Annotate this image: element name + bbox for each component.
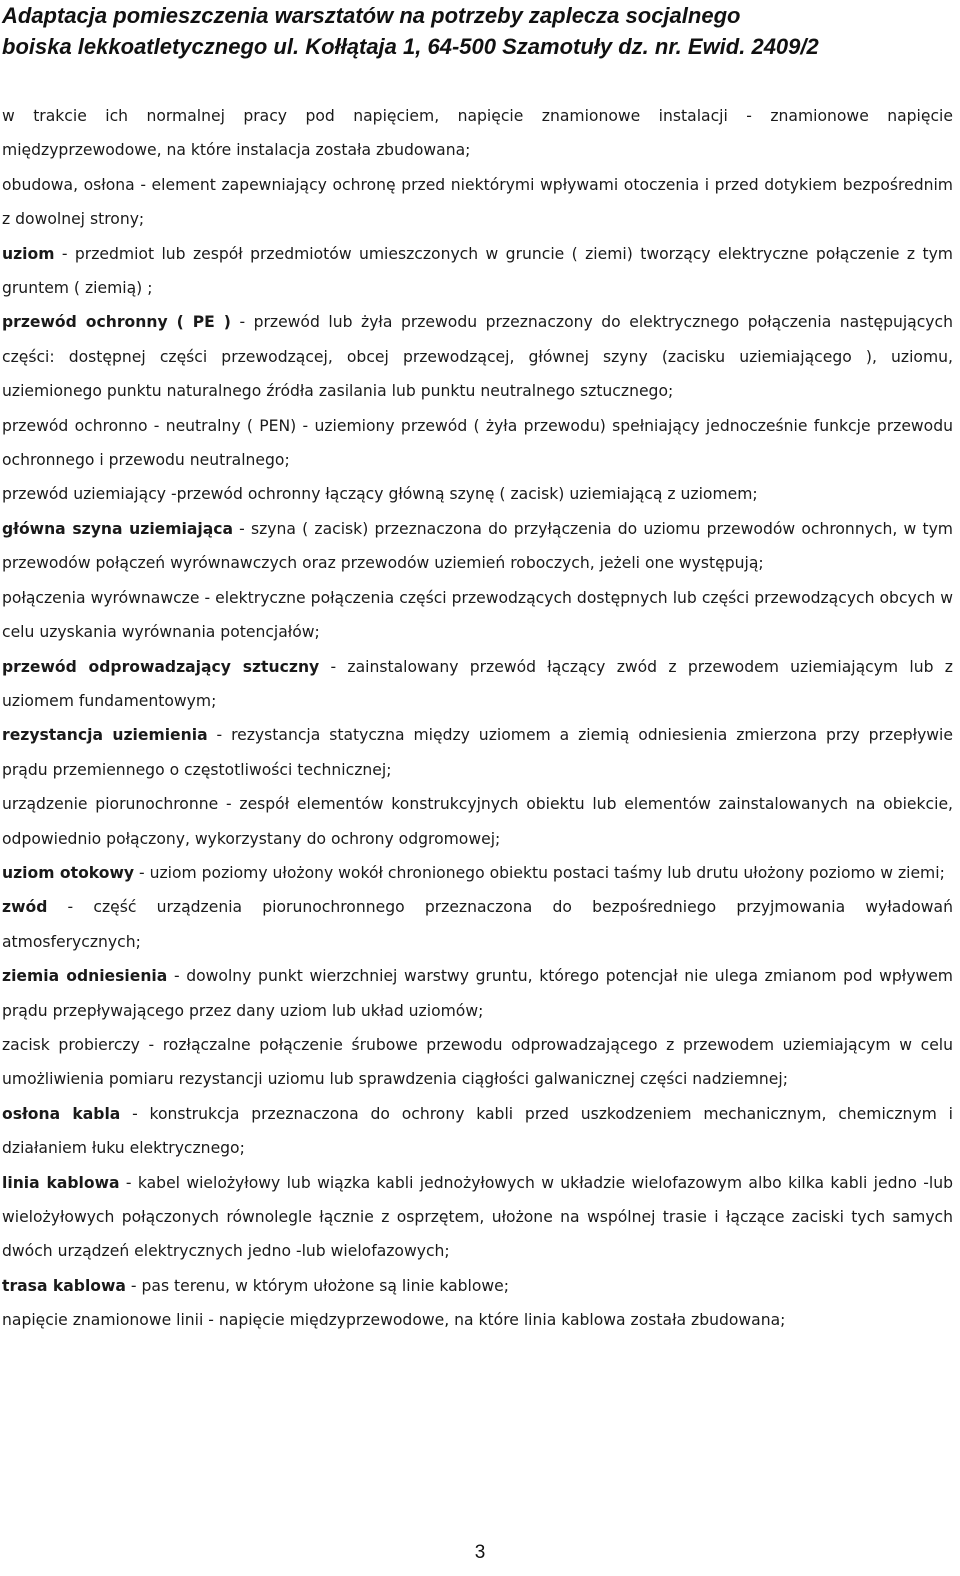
definition-text: - kabel wielożyłowy lub wiązka kabli jednożyłowych w układzie wielofazowym albo kilka kabli jedno -lub wielożyłowych połączonych równolegle łącznie z osprzętem, ułożone na wspólnej trasie i łączące zaciski tych samych dwóch urządzeń elektrycznych jedno -lub wielofazowych; — [2, 1173, 953, 1261]
definition-paragraph — [2, 237, 953, 306]
definition-paragraph — [2, 168, 953, 237]
definition-text: - przewód lub żyła przewodu przeznaczony do elektrycznego połączenia następujących części: dostępnej części przewodzącej, obcej przewodzącej, głównej szyny (zacisku uziemiającego ), uziomu, uziemionego punktu naturalnego źródła zasilania lub punktu neutralnego sztucznego; — [2, 313, 953, 401]
definition-paragraph — [2, 1097, 953, 1166]
definition-text: napięcie znamionowe linii - napięcie międzyprzewodowe, na które linia kablowa została zbudowana; — [2, 1311, 786, 1330]
definition-text: - dowolny punkt wierzchniej warstwy gruntu, którego potencjał nie ulega zmianom pod wpływem prądu przepływającego przez dany uziom lub układ uziomów; — [2, 967, 953, 1020]
definition-paragraph — [2, 99, 953, 168]
header-line-1: Adaptacja pomieszczenia warsztatów na potrzeby zaplecza socjalnego — [2, 3, 741, 28]
definition-text: obudowa, osłona - element zapewniający ochronę przed niektórymi wpływami otoczenia i przed dotykiem bezpośrednim z dowolnej strony; — [2, 175, 953, 229]
definition-term: ziemia odniesienia — [2, 967, 168, 986]
definition-term: uziom — [2, 244, 55, 263]
definition-text: - część urządzenia piorunochronnego przeznaczona do bezpośredniego przyjmowania wyładowań atmosferycznych; — [2, 898, 953, 951]
definition-paragraph — [2, 856, 953, 890]
definition-term: uziom otokowy — [2, 863, 135, 882]
definition-paragraph — [2, 1303, 953, 1337]
definition-text: - szyna ( zacisk) przeznaczona do przyłączenia do uziomu przewodów ochronnych, w tym przewodów połączeń wyrównawczych oraz przewodów uziemień roboczych, jeżeli one występują; — [2, 519, 953, 573]
definition-paragraph — [2, 581, 953, 650]
definition-text: zacisk probierczy - rozłączalne połączenie śrubowe przewodu odprowadzającego z przewodem uziemiającym w celu umożliwienia pomiaru rezystancji uziomu lub sprawdzenia ciągłości galwanicznej części nadziemnej; — [2, 1035, 953, 1089]
definition-term: zwód — [2, 898, 48, 917]
definition-term: przewód odprowadzający sztuczny — [2, 657, 320, 676]
definition-term: główna szyna uziemiająca — [2, 519, 233, 538]
definition-term: przewód ochronny ( PE ) — [2, 313, 231, 332]
definition-text: - konstrukcja przeznaczona do ochrony kabli przed uszkodzeniem mechanicznym, chemicznym i działaniem łuku elektrycznego; — [2, 1104, 953, 1158]
header-line-2: boiska lekkoatletycznego ul. Kołłątaja 1, 64-500 Szamotuły dz. nr. Ewid. 2409/2 — [2, 34, 819, 59]
definition-text: w trakcie ich normalnej pracy pod napięciem, napięcie znamionowe instalacji - znamionowe napięcie międzyprzewodowe, na które instalacja została zbudowana; — [2, 107, 953, 160]
definition-paragraph — [2, 1028, 953, 1097]
definition-paragraph — [2, 959, 953, 1028]
definition-paragraph — [2, 787, 953, 856]
definition-term: rezystancja uziemienia — [2, 726, 208, 745]
definition-text: urządzenie piorunochronne - zespół elementów konstrukcyjnych obiektu lub elementów zainstalowanych na obiekcie, odpowiednio połączony, wykorzystany do ochrony odgromowej; — [2, 795, 953, 848]
definition-paragraph — [2, 477, 953, 511]
definition-term: osłona kabla — [2, 1104, 121, 1123]
definition-paragraph — [2, 1166, 953, 1269]
definition-text: - pas terenu, w którym ułożone są linie kablowe; — [125, 1276, 510, 1295]
definition-text: połączenia wyrównawcze - elektryczne połączenia części przewodzących dostępnych lub części przewodzących obcych w celu uzyskania wyrównania potencjałów; — [2, 588, 953, 642]
definition-paragraph — [2, 650, 953, 719]
definition-text: - rezystancja statyczna między uziomem a ziemią odniesienia zmierzona przy przepływie prądu przemiennego o częstotliwości technicznej; — [2, 726, 953, 779]
definition-paragraph — [2, 512, 953, 581]
definition-paragraph — [2, 409, 953, 478]
definition-term: linia kablowa — [2, 1173, 120, 1192]
page-number: 3 — [474, 1542, 486, 1563]
definition-text: - przedmiot lub zespół przedmiotów umieszczonych w gruncie ( ziemi) tworzący elektryczne połączenie z tym gruntem ( ziemią) ; — [2, 244, 953, 298]
document-body — [2, 99, 953, 1338]
definition-term: trasa kablowa — [2, 1276, 126, 1295]
definition-paragraph — [2, 890, 953, 959]
definition-paragraph — [2, 1269, 953, 1303]
definition-text: - zainstalowany przewód łączący zwód z przewodem uziemiającym lub z uziomem fundamentowym; — [2, 657, 953, 710]
definition-text: przewód uziemiający -przewód ochronny łączący główną szynę ( zacisk) uziemiającą z uziomem; — [2, 485, 758, 504]
document-header — [2, 0, 957, 62]
definition-text: - uziom poziomy ułożony wokół chronionego obiektu postaci taśmy lub drutu ułożony poziomo w ziemi; — [134, 863, 945, 882]
definition-paragraph — [2, 305, 953, 408]
definition-paragraph — [2, 718, 953, 787]
definition-text: przewód ochronno - neutralny ( PEN) - uziemiony przewód ( żyła przewodu) spełniający jednocześnie funkcje przewodu ochronnego i przewodu neutralnego; — [2, 416, 953, 470]
